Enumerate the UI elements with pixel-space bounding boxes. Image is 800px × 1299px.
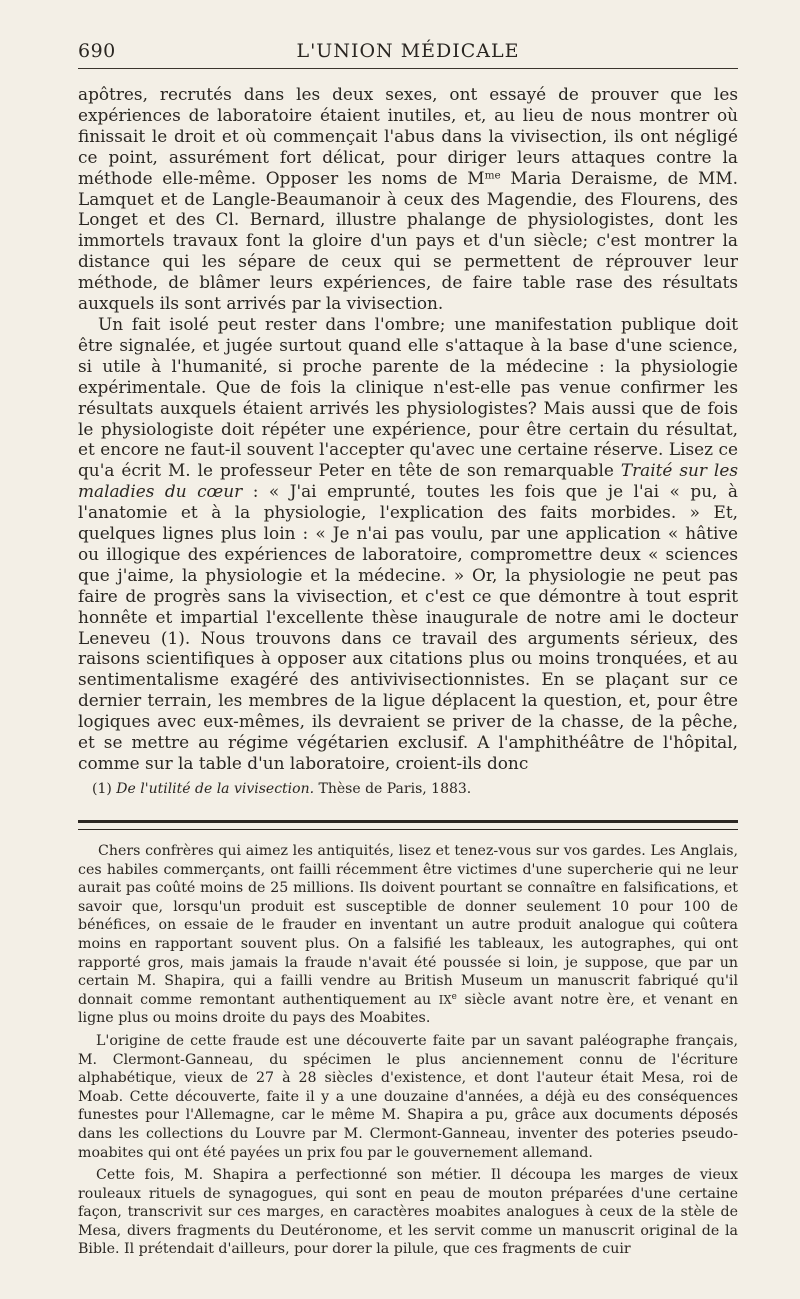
- feuilleton-text: [78, 842, 738, 1263]
- feuilleton-divider: [78, 820, 738, 830]
- paragraph: L'origine de cette fraude est une découverte faite par un savant paléographe français, M. Clermont-Ganneau, du spécimen le plus anciennement connu de l'écriture alphabétique, vieux de 27 à 28 siècles d'existence, et dont l'auteur était Mesa, roi de Moab. Cette découverte, faite il y a une douzaine d'années, a déjà eu des conséquences funestes pour l'Allemagne, car le même M. Shapira a pu, grâce aux documents déposés dans les collections du Louvre par M. Clermont-Ganneau, inventer des poteries pseudo-moabites qui ont été payées un prix fou par le gouvernement allemand.: [78, 1032, 738, 1161]
- paragraph: apôtres, recrutés dans les deux sexes, ont essayé de prouver que les expériences de laboratoire étaient inutiles, et, au lieu de nous montrer où finissait le droit et où commençait l'abus dans la vivisection, ils ont négligé ce point, assurément fort délicat, pour diriger leurs attaques contre la méthode elle-même. Opposer les noms de $M^{me}$ Maria Deraisme, de MM. Lamquet et de Langle-Beaumanoir à ceux des Magendie, des Flourens, des Longet et des Cl. Bernard, illustre phalange de physiologistes, dont les immortels travaux font la gloire d'un pays et d'un siècle; c'est montrer la distance qui les sépare de ceux qui se permettent de réprouver leur méthode, de blâmer leurs expériences, de faire table rase des résultats auxquels ils sont arrivés par la vivisection.: [78, 84, 739, 314]
- page-header: [78, 38, 738, 69]
- book-title: Traité sur les maladies du cœur: [78, 460, 738, 502]
- paragraph: Chers confrères qui aimez les antiquités, lisez et tenez-vous sur vos gardes. Les Anglais, ces habiles commerçants, ont failli récemment être victimes d'une supercherie qui ne leur aurait pas coûté moins de 25 millions. Ils doivent pourtant se connaître en falsifications, et savoir que, lorsqu'un produit est susceptible de donner seulement 10 pour 100 de bénéfices, on essaie de le frauder en inventant un autre produit analogue qui coûtera moins en rapportant souvent plus. On a falsifié les tableaux, les autographes, qui ont rapporté gros, mais jamais la fraude n'avait été poussée si loin, je suppose, que par un certain M. Shapira, qui a failli vendre au British Museum un manuscrit fabriqué qu'il donnait comme remontant authentiquement au IXe siècle avant notre ère, et venant en ligne plus ou moins droite du pays des Moabites.: [78, 843, 738, 1027]
- main-article-text: [78, 84, 738, 774]
- running-head: L'UNION MÉDICALE: [296, 40, 520, 62]
- paragraph: Cette fois, M. Shapira a perfectionné son métier. Il découpa les marges de vieux rouleaux rituels de synagogues, qui sont en peau de mouton préparées d'une certaine façon, transcrivit sur ces marges, en caractères moabites analogues à ceux de la stèle de Mesa, divers fragments du Deutéronome, et les servit comme un manuscrit original de la Bible. Il prétendait d'ailleurs, pour dorer la pilule, que ces fragments de cuir: [78, 1167, 738, 1258]
- page-number: 690: [78, 40, 116, 62]
- footnote: (1) De l'utilité de la vivisection. Thèse de Paris, 1883.: [92, 781, 472, 797]
- footnote-title: De l'utilité de la vivisection.: [116, 781, 315, 797]
- paragraph: Un fait isolé peut rester dans l'ombre; une manifestation publique doit être signalée, et jugée surtout quand elle s'attaque à la base d'une science, si utile à l'humanité, si proche parente de la médecine : la physiologie expérimentale. Que de fois la clinique n'est-elle pas venue confirmer les résultats auxquels étaient arrivés les physiologistes? Mais aussi que de fois le physiologiste doit répéter une expérience, pour être certain du résultat, et encore ne faut-il souvent l'accepter qu'avec une certaine réserve. Lisez ce qu'a écrit M. le professeur Peter en tête de son remarquable Traité sur les maladies du cœur : « J'ai emprunté, toutes les fois que je l'ai « pu, à l'anatomie et à la physiologie, l'explication des faits morbides. » Et, quelques lignes plus loin : « Je n'ai pas voulu, par une application « hâtive ou illogique des expériences de laboratoire, compromettre deux « sciences que j'aime, la physiologie et la médecine. » Or, la physiologie ne peut pas faire de progrès sans la vivisection, et c'est ce que démontre à tout esprit honnête et impartial l'excellente thèse inaugurale de notre ami le docteur Leneveu (1). Nous trouvons dans ce travail des arguments sérieux, des raisons scientifiques à opposer aux citations plus ou moins tronquées, et au sentimentalisme exagéré des antivivisectionnistes. En se plaçant sur ce dernier terrain, les membres de la ligue déplacent la question, et, pour être logiques avec eux-mêmes, ils devraient se priver de la chasse, de la pêche, et se mettre au régime végétarien exclusif. A l'amphithéâtre de l'hôpital, comme sur la table d'un laboratoire, croient-ils donc: [78, 313, 738, 773]
- superscript: me: [484, 168, 501, 181]
